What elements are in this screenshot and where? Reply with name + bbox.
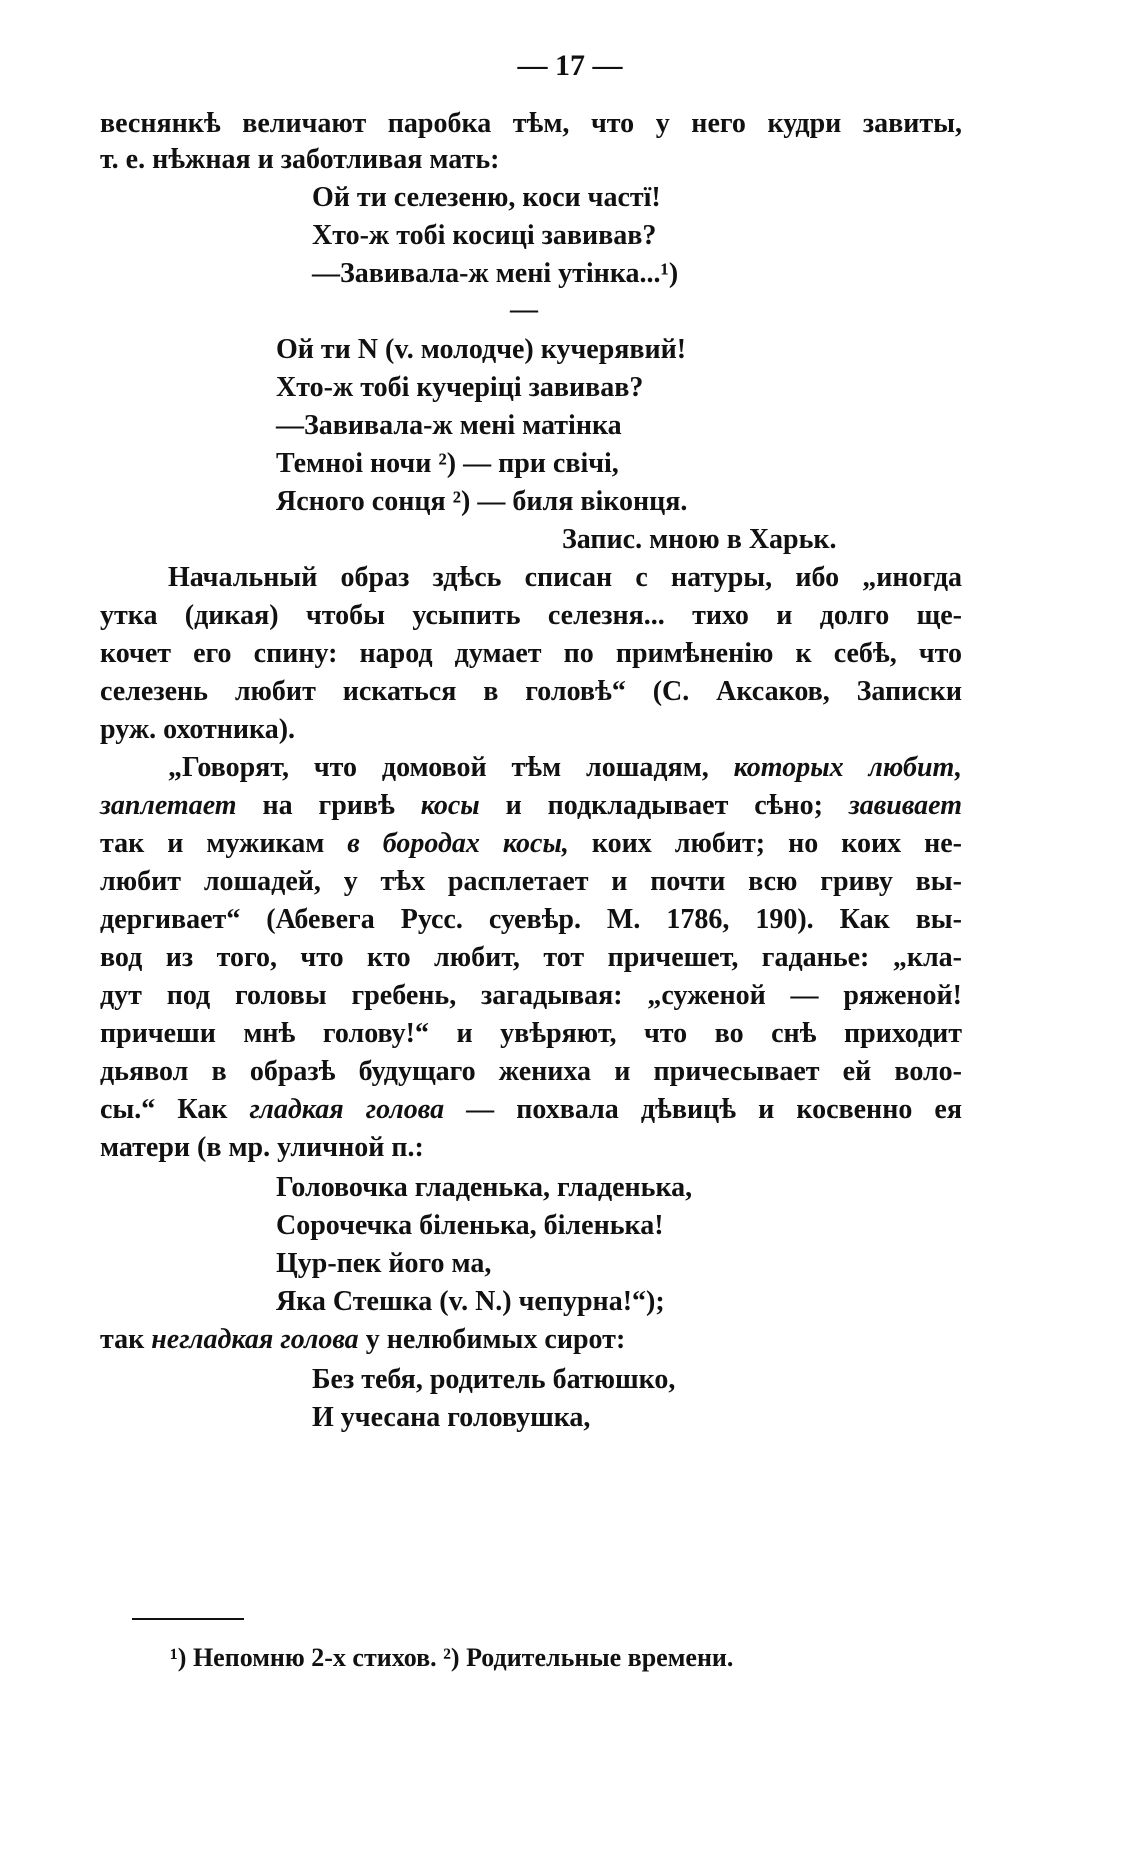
paragraph-line: любит лошадей, у тѣх расплетает и почти всю гриву вы- xyxy=(100,866,962,897)
verse-line: Хто-ж тобі косиці завивав? xyxy=(312,220,657,251)
footnote-rule xyxy=(132,1618,244,1620)
paragraph-line: вод из того, что кто любит, тот причешет, гаданье: „кла- xyxy=(100,942,962,973)
page-number: — 17 — xyxy=(517,49,623,82)
verse-line: Без тебя, родитель батюшко, xyxy=(312,1364,676,1395)
paragraph-line: дут под головы гребень, загадывая: „суженой — ряженой! xyxy=(100,980,962,1011)
paragraph-line: веснянкѣ величают паробка тѣм, что у него кудри завиты, xyxy=(100,108,962,139)
paragraph-line: т. е. нѣжная и заботливая мать: xyxy=(100,144,500,175)
paragraph-line: утка (дикая) чтобы усыпить селезня... тихо и долго ще- xyxy=(100,600,962,631)
verse-line: И учесана головушка, xyxy=(312,1402,591,1433)
paragraph-line: так негладкая голова у нелюбимых сирот: xyxy=(100,1324,626,1355)
section-dash: — xyxy=(510,294,538,325)
verse-line: —Завивала-ж мені утінка...¹) xyxy=(312,258,679,289)
verse-line: Ой ти селезеню, коси частї! xyxy=(312,182,661,213)
verse-line: Ой ти N (v. молодче) кучерявий! xyxy=(276,334,687,365)
verse-line: Хто-ж тобі кучеріці завивав? xyxy=(276,372,644,403)
verse-line: Головочка гладенька, гладенька, xyxy=(276,1172,693,1203)
paragraph-line: так и мужикам в бородах косы, коих любит; но коих не- xyxy=(100,828,962,859)
paragraph-line: заплетает на гривѣ косы и подкладывает сѣно; завивает xyxy=(100,790,963,821)
verse-line: Темноі ночи ²) — при свічі, xyxy=(276,448,619,479)
source-note: Запис. мною в Харьк. xyxy=(562,524,837,555)
paragraph-line: сы.“ Как гладкая голова — похвала дѣвицѣ и косвенно ея xyxy=(100,1094,962,1125)
verse-line: Ясного сонця ²) — биля віконця. xyxy=(276,486,688,517)
paragraph-line: причеши мнѣ голову!“ и увѣряют, что во снѣ приходит xyxy=(100,1018,962,1049)
paragraph-line: руж. охотника). xyxy=(100,714,296,745)
paragraph-line: дьявол в образѣ будущаго жениха и причесывает ей воло- xyxy=(100,1056,962,1087)
paragraph-line: кочет его спину: народ думает по примѣненію к себѣ, что xyxy=(100,638,962,669)
verse-line: —Завивала-ж мені матінка xyxy=(276,410,622,441)
paragraph-line: Начальный образ здѣсь списан с натуры, ибо „иногда xyxy=(168,562,962,593)
paragraph-line: селезень любит искаться в головѣ“ (С. Аксаков, Записки xyxy=(100,676,962,707)
paragraph-line: „Говорят, что домовой тѣм лошадям, которых любит, xyxy=(168,752,962,783)
paragraph-line: матери (в мр. уличной п.: xyxy=(100,1132,424,1163)
paragraph-line: дергивает“ (Абевега Русс. суевѣр. М. 1786, 190). Как вы- xyxy=(100,904,962,935)
verse-line: Яка Стешка (v. N.) чепурна!“); xyxy=(276,1286,665,1317)
verse-line: Цур-пек його ма, xyxy=(276,1248,492,1279)
footnotes: ¹) Непомню 2-х стихов. ²) Родительные времени. xyxy=(170,1643,734,1672)
verse-line: Сорочечка біленька, біленька! xyxy=(276,1210,664,1241)
